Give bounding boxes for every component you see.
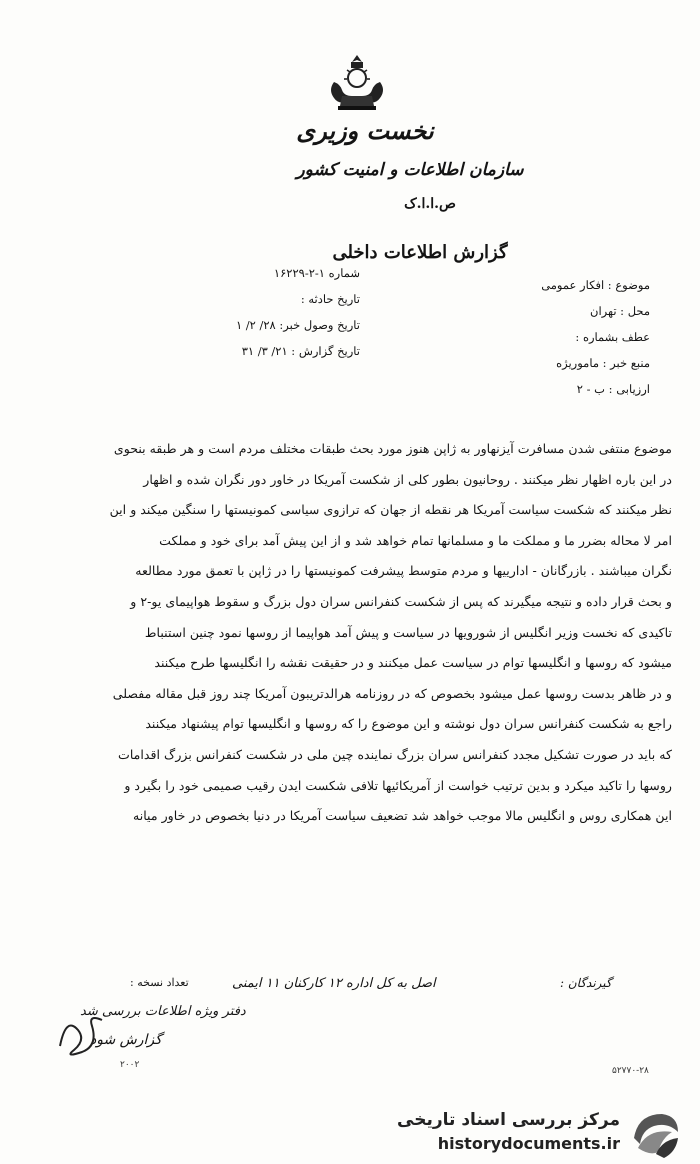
archive-logo-icon xyxy=(628,1108,684,1160)
ministry-title: نخست وزیری xyxy=(296,116,434,145)
body-line: که باید در صورت تشکیل مجدد کنفرانس سران بزرگ نماینده چین ملی در شکست کنفرانس بزرگ اقدامات xyxy=(117,746,672,762)
copy-count-label: تعداد نسخه : xyxy=(130,976,189,989)
body-line: تاکیدی که نخست وزیر انگلیس از شورویها در سیاست و پیش آمد هواپیما از روسها نمود چنین استنباط xyxy=(144,624,672,640)
report-body xyxy=(44,434,672,832)
body-line: و بحث قرار داده و نتیجه میگیرند که پس از شکست کنفرانس سران دول بزرگ و سقوط هواپیمای یو-۲ و xyxy=(130,593,672,609)
body-line: نگران میباشند . بازرگانان - ادارییها و مردم متوسط پیشرفت کمونیستها را در ژاپن با تعمق مورد مطالعه xyxy=(135,563,672,579)
body-line: این همکاری روس و انگلیس مالا موجب خواهد شد تضعیف سیاست آمریکا در دنیا بخصوص در خاور میانه xyxy=(132,808,672,824)
small-number: ۲۰۰۲ xyxy=(120,1060,140,1070)
body-line: میشود که روسها و انگلیسها توام در سیاست عمل میکنند و در حقیقت نقشه را انگلیسها طرح میکنند xyxy=(154,655,672,671)
organization-title: سازمان اطلاعات و امنیت کشور xyxy=(296,160,524,180)
receipt-date: تاریخ وصول خبر: ۲۸/ ۲/ ۱ xyxy=(235,318,360,332)
grading: ارزیابی : ب - ۲ xyxy=(576,382,650,396)
report-type-title: گزارش اطلاعات داخلی xyxy=(332,242,508,263)
body-line: در این باره اظهار نظر میکنند . روحانیون بطور کلی از شکست آمریکا در خاور دور نگران شده و اظهار xyxy=(143,471,672,487)
report-metadata-left xyxy=(170,260,360,364)
source: منبع خبر : ماموریژه xyxy=(556,356,650,370)
subject: موضوع : افکار عمومی xyxy=(541,278,650,292)
recipients-label: گیرندگان : xyxy=(560,976,612,990)
place: محل : تهران xyxy=(590,304,650,318)
reference: عطف بشماره : xyxy=(575,330,650,344)
lion-and-sun-crest-icon xyxy=(322,52,392,114)
report-number: شماره ۱-۲-۱۶۲۲۹ xyxy=(273,266,360,280)
handwritten-note-1: اصل به کل اداره ۱۲ کارکنان ۱۱ ایمنی xyxy=(232,976,436,991)
watermark-title: مرکز بررسی اسناد تاریخی xyxy=(397,1110,620,1130)
handwritten-note-2: دفتر ویژه اطلاعات بررسی شد xyxy=(80,1004,246,1019)
body-line: امر لا محاله بضرر ما و مملکت ما و مسلمانها تمام خواهد شد و از این پیش آمد برای خود و مملکت xyxy=(159,532,672,548)
report-date: تاریخ گزارش : ۲۱/ ۳/ ۳۱ xyxy=(241,344,360,358)
body-line: روسها را تاکید میکرد و بدین ترتیب خواست از آمریکائیها تلافی شکست ایدن رقیب صمیمی خود را بگیرد و xyxy=(124,777,672,793)
handwritten-note-3: گزارش شود xyxy=(90,1032,162,1048)
handwritten-signature-icon xyxy=(52,1006,112,1062)
body-line: نظر میکنند که شکست سیاست آمریکا هر نقطه از جهان که ترازوی سیاسی کمونیستها را سنگین میکند و این xyxy=(109,502,672,518)
event-date: تاریخ حادثه : xyxy=(300,292,360,306)
watermark-url: historydocuments.ir xyxy=(437,1134,620,1153)
body-line: و در ظاهر بدست روسها عمل میشود بخصوص که در روزنامه هرالدتریبون آمریکا چند روز قبل مقاله مفصلی xyxy=(112,685,672,701)
organization-abbrev: ص.ا.ا.ک xyxy=(404,196,456,212)
report-metadata-right xyxy=(470,272,650,402)
body-line: راجع به شکست کنفرانس سران دول نوشته و این موضوع را که روسها و انگلیسها توام پیشنهاد میکنند xyxy=(145,716,672,732)
document-code: ۵۲۷۷۰-۲۸ xyxy=(612,1066,649,1076)
body-line: موضوع منتفی شدن مسافرت آیزنهاور به ژاپن هنوز مورد بحث طبقات مختلف مردم است و هر طبقه بنحوی xyxy=(113,441,672,456)
